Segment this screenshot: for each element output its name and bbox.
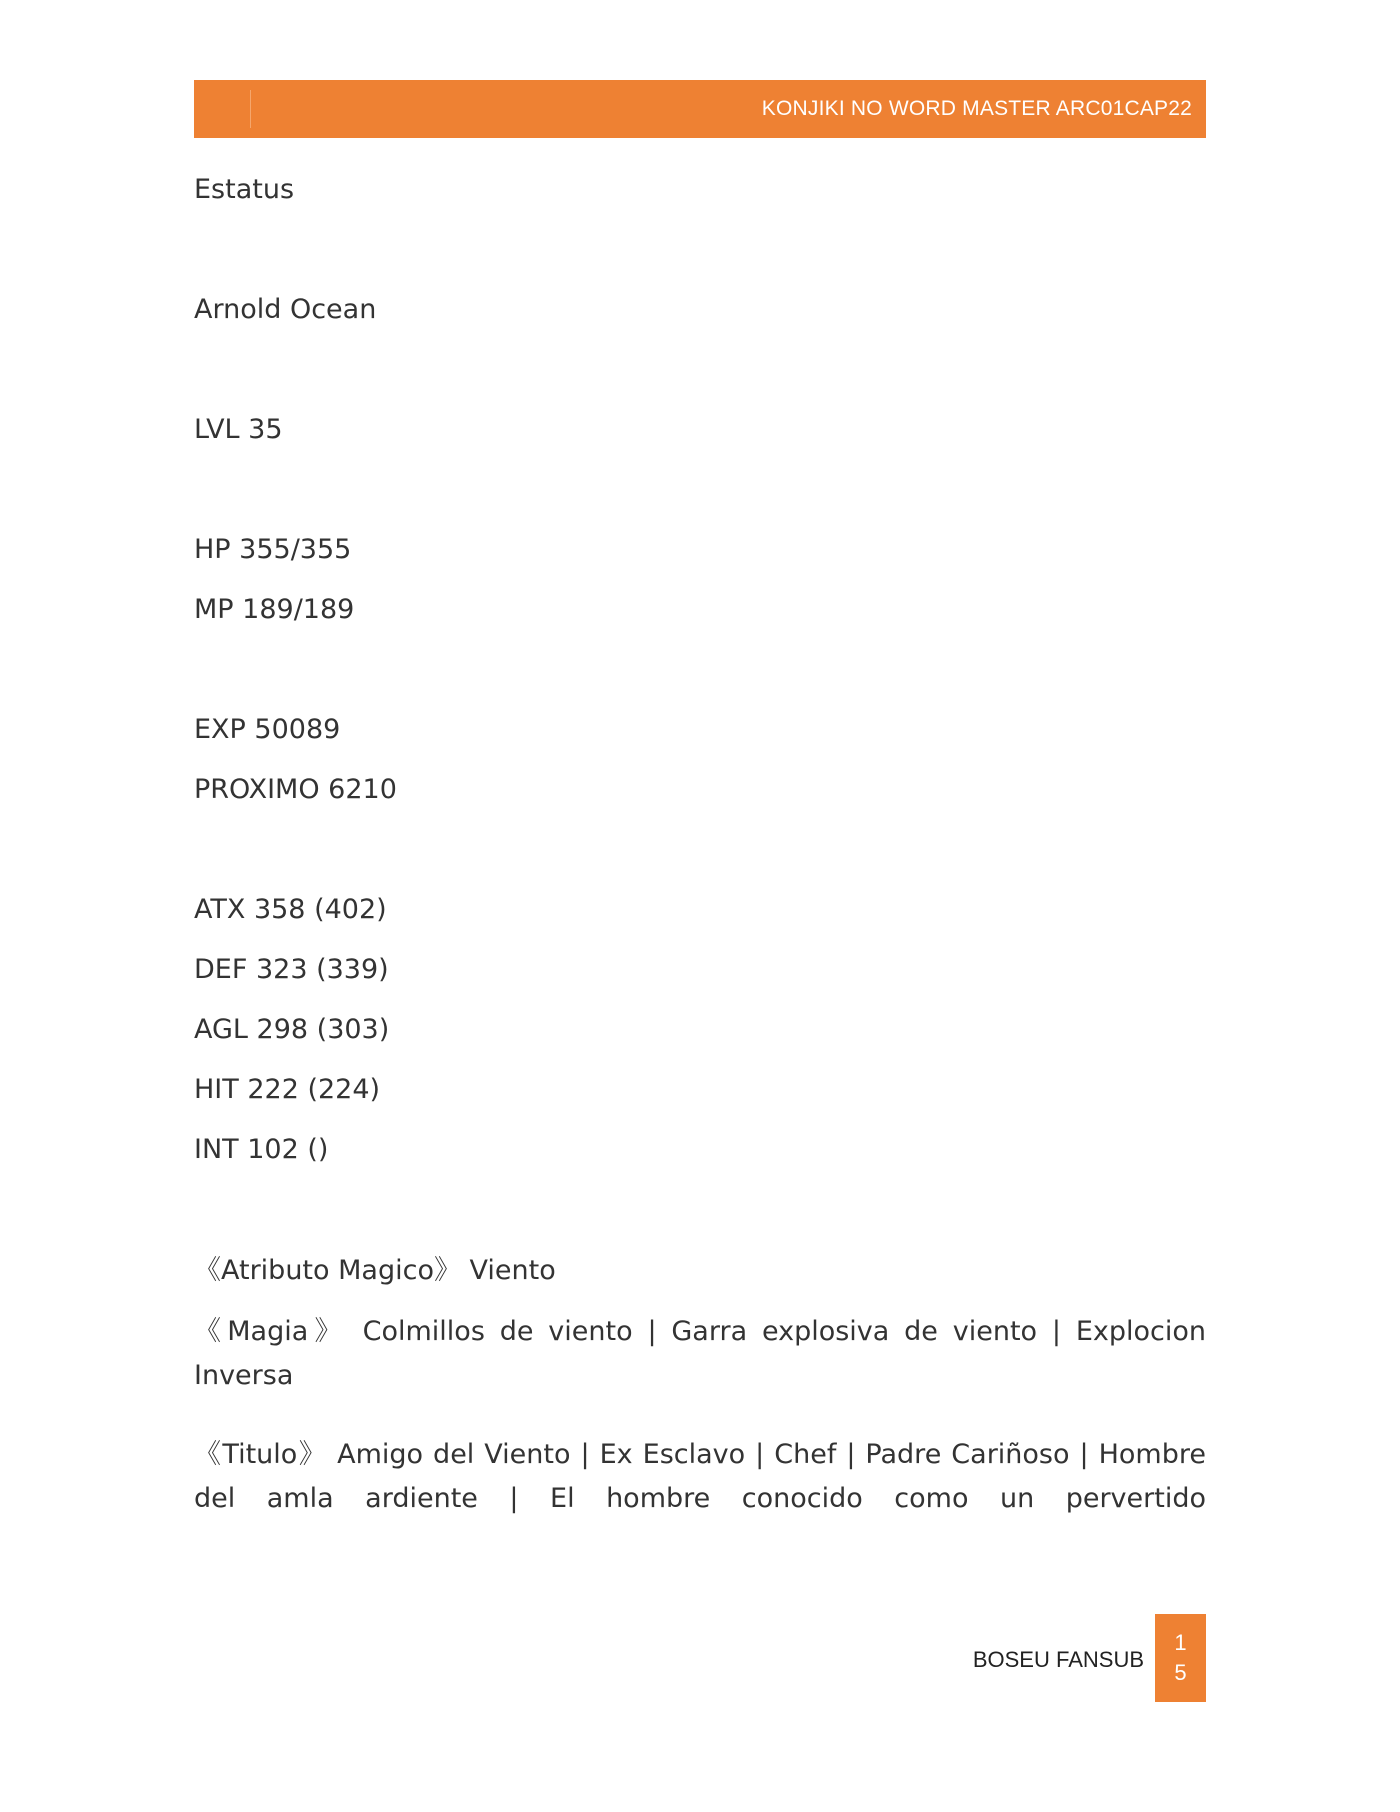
titles-paragraph <box>194 1433 1206 1521</box>
titles-line-2: del amla ardiente | El hombre conocido como un pervertido <box>194 1483 1206 1514</box>
character-name: Arnold Ocean <box>194 294 377 325</box>
footer-label: BOSEU FANSUB <box>972 1647 1144 1672</box>
hit-stat: HIT 222 (224) <box>194 1074 381 1105</box>
page-number-digit-1: 1 <box>1174 1630 1187 1655</box>
titles-line-1: 《Titulo》 Amigo del Viento | Ex Esclavo | Chef | Padre Cariñoso | Hombre <box>194 1439 1206 1470</box>
hp-stat: HP 355/355 <box>194 534 352 565</box>
header-bar <box>194 80 1206 138</box>
page-number-box <box>1155 1614 1206 1702</box>
header-divider <box>250 90 251 128</box>
magic-line: 《Magia》 Colmillos de viento | Garra explosiva de viento | Explocion Inversa <box>194 1316 1206 1391</box>
next-level-stat: PROXIMO 6210 <box>194 774 397 805</box>
int-stat: INT 102 () <box>194 1134 329 1165</box>
header-title: KONJIKI NO WORD MASTER ARC01CAP22 <box>761 97 1192 120</box>
def-stat: DEF 323 (339) <box>194 954 389 985</box>
atx-stat: ATX 358 (402) <box>194 894 387 925</box>
exp-stat: EXP 50089 <box>194 714 341 745</box>
status-heading: Estatus <box>194 174 295 205</box>
mp-stat: MP 189/189 <box>194 594 355 625</box>
magic-attribute-line: 《Atributo Magico》 Viento <box>194 1255 556 1286</box>
level-stat: LVL 35 <box>194 414 283 445</box>
page-number-digit-2: 5 <box>1174 1660 1187 1685</box>
agl-stat: AGL 298 (303) <box>194 1014 390 1045</box>
